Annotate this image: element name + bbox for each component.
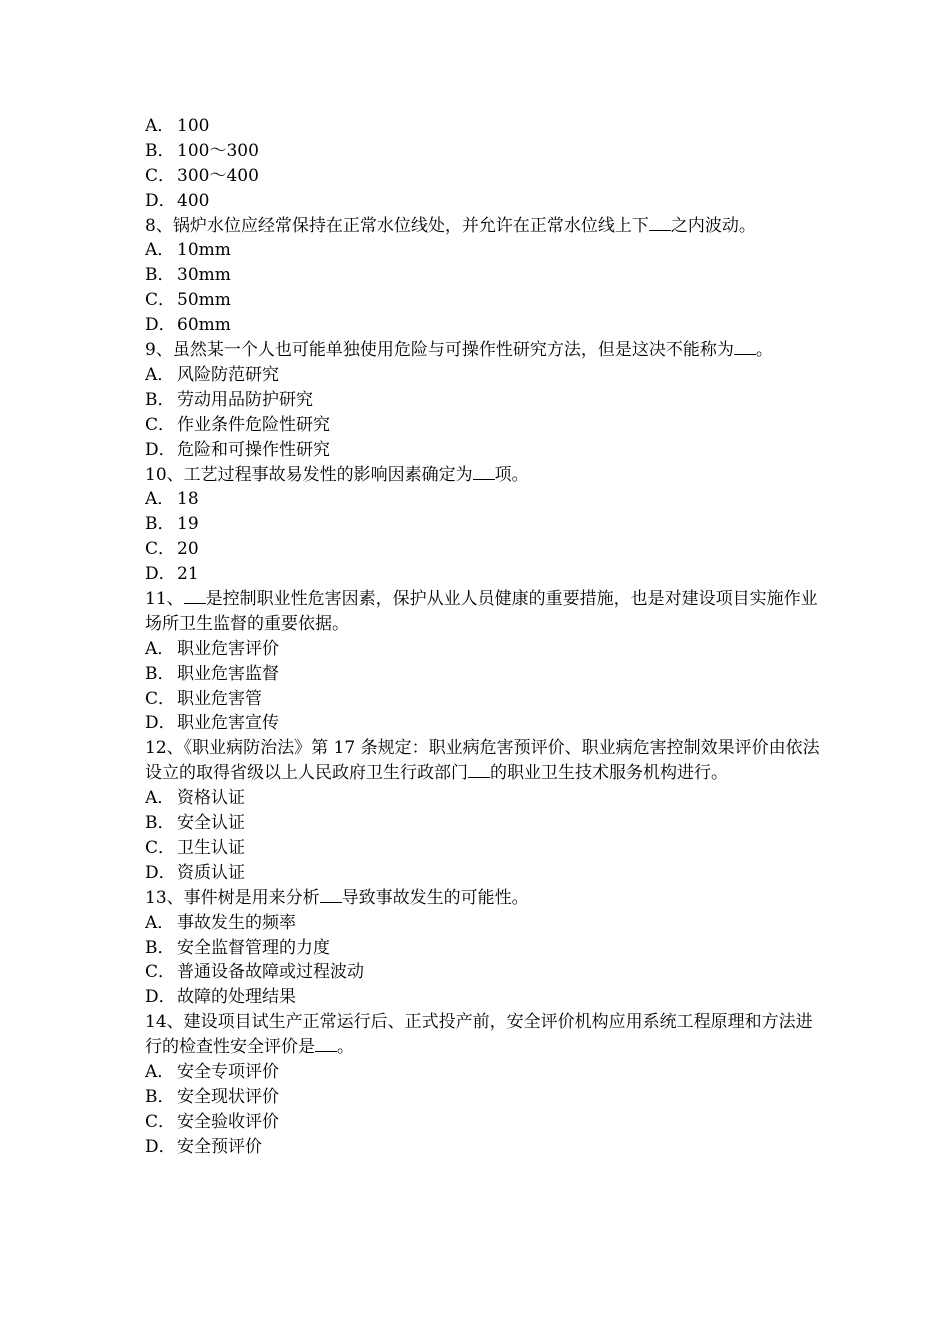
- option-letter: D．: [145, 713, 176, 734]
- question-text-after: 。: [755, 340, 773, 361]
- option-letter: C．: [145, 1111, 176, 1132]
- option-letter: A．: [145, 1062, 175, 1082]
- answer-option: [145, 139, 820, 164]
- answer-blank: [468, 762, 490, 778]
- option-text: 安全监督管理的力度: [177, 937, 330, 958]
- question-text-before: 9、虽然某一个人也可能单独使用危险与可操作性研究方法，但是这决不能称为: [145, 340, 734, 361]
- answer-blank: [734, 339, 756, 355]
- question-stem: [145, 1010, 820, 1060]
- option-text: 18: [177, 489, 199, 510]
- question-stem: [145, 338, 820, 363]
- answer-option: [145, 164, 820, 189]
- option-letter: C．: [145, 688, 176, 709]
- option-letter: D．: [145, 190, 176, 211]
- option-text: 10mm: [177, 240, 231, 261]
- question-stem: [145, 736, 820, 786]
- answer-option: [145, 363, 820, 388]
- question-text-after: 的职业卫生技术服务机构进行。: [490, 763, 728, 784]
- option-text: 职业危害监督: [177, 663, 279, 684]
- answer-blank: [473, 464, 495, 480]
- answer-option: [145, 288, 820, 313]
- option-letter: D．: [145, 439, 176, 460]
- option-letter: C．: [145, 539, 176, 560]
- option-letter: D．: [145, 315, 176, 336]
- answer-option: [145, 413, 820, 438]
- answer-option: [145, 960, 820, 985]
- answer-option: [145, 487, 820, 512]
- option-letter: D．: [145, 862, 176, 883]
- option-letter: D．: [145, 1136, 176, 1157]
- question-stem: [145, 214, 820, 239]
- option-text: 风险防范研究: [177, 364, 279, 385]
- option-text: 21: [177, 564, 199, 585]
- option-letter: C．: [145, 290, 176, 311]
- option-letter: A．: [145, 240, 175, 261]
- option-text: 职业危害评价: [177, 638, 279, 659]
- question-stem: [145, 463, 820, 488]
- answer-blank: [184, 588, 206, 604]
- answer-option: [145, 512, 820, 537]
- option-text: 故障的处理结果: [177, 987, 296, 1008]
- option-text: 300～400: [177, 165, 259, 186]
- option-letter: B．: [145, 514, 175, 535]
- answer-option: [145, 438, 820, 463]
- answer-option: [145, 1060, 820, 1085]
- option-letter: D．: [145, 564, 176, 585]
- option-letter: B．: [145, 140, 175, 161]
- answer-option: [145, 836, 820, 861]
- answer-option: [145, 637, 820, 662]
- answer-option: [145, 662, 820, 687]
- question-text-after: 之内波动。: [670, 215, 756, 236]
- option-letter: B．: [145, 265, 175, 286]
- question-text-after: 是控制职业性危害因素，保护从业人员健康的重要措施，也是对建设项目实施作业场所卫生监督的重要依据。: [145, 588, 818, 634]
- answer-option: [145, 786, 820, 811]
- option-letter: B．: [145, 663, 175, 684]
- question-text-before: 10、工艺过程事故易发性的影响因素确定为: [145, 464, 473, 485]
- question-text-before: 13、事件树是用来分析: [145, 887, 320, 908]
- option-text: 100: [177, 116, 210, 136]
- option-text: 普通设备故障或过程波动: [177, 962, 364, 983]
- option-text: 安全验收评价: [177, 1111, 279, 1132]
- question-text-before: 14、建设项目试生产正常运行后、正式投产前，安全评价机构应用系统工程原理和方法进行的检查性安全评价是: [145, 1012, 813, 1058]
- answer-option: [145, 1135, 820, 1160]
- answer-option: [145, 537, 820, 562]
- answer-option: [145, 388, 820, 413]
- question-text-after: 导致事故发生的可能性。: [341, 887, 529, 908]
- answer-option: [145, 687, 820, 712]
- question-text-after: 。: [337, 1037, 354, 1058]
- option-letter: C．: [145, 414, 176, 435]
- option-text: 安全专项评价: [177, 1062, 279, 1082]
- option-text: 危险和可操作性研究: [177, 439, 330, 460]
- option-text: 事故发生的频率: [177, 912, 296, 933]
- answer-option: [145, 1085, 820, 1110]
- question-stem: [145, 587, 820, 637]
- answer-option: [145, 861, 820, 886]
- option-letter: A．: [145, 788, 175, 809]
- option-letter: A．: [145, 489, 175, 510]
- option-letter: A．: [145, 638, 175, 659]
- option-text: 资格认证: [177, 788, 245, 809]
- answer-option: [145, 1110, 820, 1135]
- option-text: 劳动用品防护研究: [177, 389, 313, 410]
- option-letter: C．: [145, 962, 176, 983]
- option-text: 30mm: [177, 265, 231, 286]
- question-text-after: 项。: [494, 464, 529, 485]
- answer-option: [145, 936, 820, 961]
- question-stem: [145, 886, 820, 911]
- document-page: [145, 114, 820, 1160]
- answer-option: [145, 711, 820, 736]
- answer-option: [145, 189, 820, 214]
- answer-option: [145, 911, 820, 936]
- answer-option: [145, 114, 820, 139]
- option-letter: A．: [145, 116, 175, 136]
- option-letter: C．: [145, 165, 176, 186]
- option-letter: D．: [145, 987, 176, 1008]
- option-text: 资质认证: [177, 862, 245, 883]
- answer-blank: [649, 215, 671, 231]
- option-text: 职业危害管: [177, 688, 262, 709]
- answer-option: [145, 238, 820, 263]
- option-letter: B．: [145, 389, 175, 410]
- option-text: 20: [177, 539, 199, 560]
- option-letter: C．: [145, 837, 176, 858]
- option-text: 400: [177, 190, 210, 211]
- answer-blank: [320, 887, 342, 903]
- option-letter: B．: [145, 937, 175, 958]
- option-text: 19: [177, 514, 199, 535]
- option-text: 100～300: [177, 140, 259, 161]
- option-letter: A．: [145, 364, 175, 385]
- option-text: 安全认证: [177, 813, 245, 834]
- answer-option: [145, 811, 820, 836]
- answer-option: [145, 985, 820, 1010]
- question-text-before: 8、锅炉水位应经常保持在正常水位线处，并允许在正常水位线上下: [145, 215, 649, 236]
- option-text: 安全预评价: [177, 1136, 262, 1157]
- option-text: 卫生认证: [177, 837, 245, 858]
- option-letter: B．: [145, 813, 175, 834]
- option-text: 60mm: [177, 315, 231, 336]
- option-text: 职业危害宣传: [177, 713, 279, 734]
- option-letter: A．: [145, 912, 175, 933]
- option-text: 作业条件危险性研究: [177, 414, 330, 435]
- answer-option: [145, 313, 820, 338]
- option-text: 50mm: [177, 290, 231, 311]
- option-text: 安全现状评价: [177, 1086, 279, 1107]
- option-letter: B．: [145, 1086, 175, 1107]
- question-text-before: 12、《职业病防治法》第 17 条规定：职业病危害预评价、职业病危害控制效果评价由依法设立的取得省级以上人民政府卫生行政部门: [145, 738, 820, 784]
- question-text-before: 11、: [145, 588, 184, 609]
- answer-blank: [315, 1036, 337, 1052]
- answer-option: [145, 562, 820, 587]
- answer-option: [145, 263, 820, 288]
